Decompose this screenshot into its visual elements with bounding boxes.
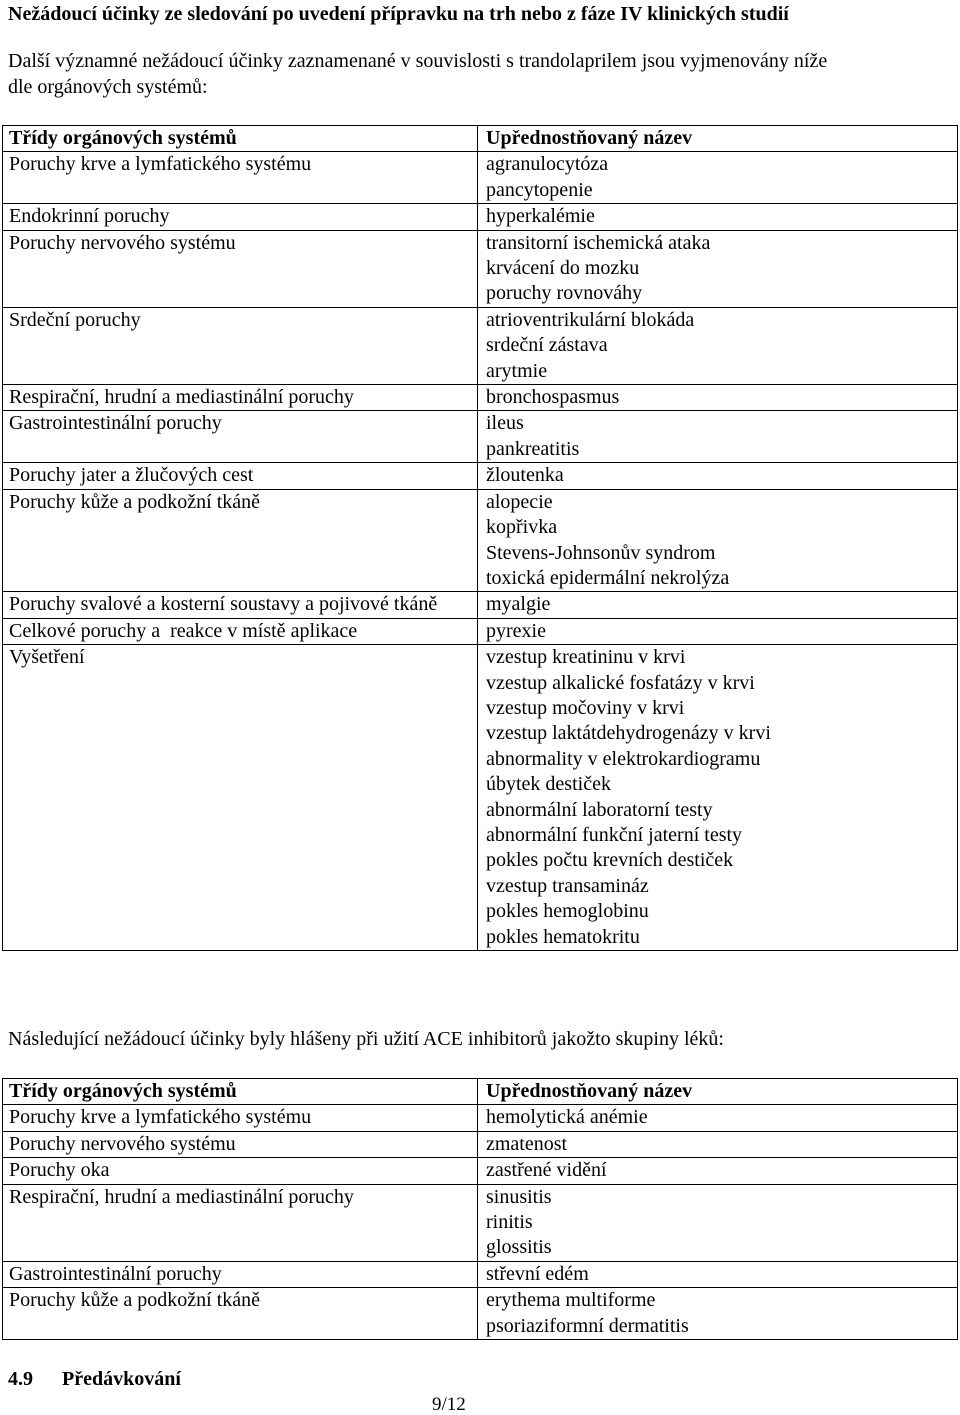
preferred-term: poruchy rovnováhy bbox=[486, 282, 643, 305]
organ-class-label: Srdeční poruchy bbox=[9, 308, 141, 331]
column-header-organ-class: Třídy orgánových systémů bbox=[3, 1079, 478, 1105]
intro-line: dle orgánových systémů: bbox=[8, 75, 208, 98]
organ-class-cell bbox=[3, 1131, 478, 1157]
organ-class-label: Poruchy kůže a podkožní tkáně bbox=[9, 490, 261, 513]
organ-class-cell bbox=[3, 463, 478, 489]
preferred-terms-cell bbox=[478, 152, 958, 204]
preferred-term: střevní edém bbox=[486, 1262, 589, 1285]
organ-class-label: Celkové poruchy a reakce v místě aplikace bbox=[9, 619, 358, 642]
organ-class-cell bbox=[3, 1184, 478, 1261]
table-row bbox=[3, 1184, 958, 1261]
preferred-terms-cell bbox=[478, 1184, 958, 1261]
preferred-terms-cell bbox=[478, 1131, 958, 1157]
page-number: 9/12 bbox=[432, 1394, 466, 1415]
organ-class-label: Poruchy krve a lymfatického systému bbox=[9, 1106, 312, 1129]
preferred-terms-cell bbox=[478, 463, 958, 489]
organ-class-cell bbox=[3, 230, 478, 307]
organ-class-cell bbox=[3, 489, 478, 592]
preferred-term: zmatenost bbox=[486, 1132, 568, 1155]
preferred-terms-cell bbox=[478, 489, 958, 592]
preferred-term: pokles počtu krevních destiček bbox=[486, 849, 734, 872]
next-section-heading bbox=[8, 1367, 181, 1393]
section-title: Předávkování bbox=[62, 1368, 181, 1390]
preferred-term: Stevens-Johnsonův syndrom bbox=[486, 541, 716, 564]
preferred-terms-cell bbox=[478, 204, 958, 230]
preferred-terms-cell bbox=[478, 592, 958, 618]
column-header-preferred-term: Upřednostňovaný název bbox=[478, 126, 958, 152]
preferred-term: myalgie bbox=[486, 593, 551, 616]
organ-class-cell bbox=[3, 618, 478, 644]
preferred-terms-cell bbox=[478, 618, 958, 644]
preferred-term: pancytopenie bbox=[486, 178, 593, 201]
preferred-term: vzestup alkalické fosfatázy v krvi bbox=[486, 671, 755, 694]
table-row bbox=[3, 411, 958, 463]
table-row bbox=[3, 1131, 958, 1157]
preferred-terms-cell bbox=[478, 1158, 958, 1184]
preferred-term: arytmie bbox=[486, 359, 548, 382]
organ-class-cell bbox=[3, 592, 478, 618]
preferred-term: alopecie bbox=[486, 490, 553, 513]
preferred-term: sinusitis bbox=[486, 1185, 552, 1208]
preferred-term: agranulocytóza bbox=[486, 153, 609, 176]
organ-class-cell bbox=[3, 645, 478, 951]
table-header-row bbox=[3, 1079, 958, 1105]
organ-class-cell bbox=[3, 385, 478, 411]
organ-class-label: Poruchy jater a žlučových cest bbox=[9, 464, 254, 487]
preferred-term: pankreatitis bbox=[486, 437, 580, 460]
table-row bbox=[3, 592, 958, 618]
preferred-term: pyrexie bbox=[486, 619, 546, 642]
table-row bbox=[3, 152, 958, 204]
preferred-term: úbytek destiček bbox=[486, 773, 611, 796]
ace-inhibitor-class-effects-table bbox=[2, 1078, 958, 1340]
table-row bbox=[3, 489, 958, 592]
table-row bbox=[3, 1158, 958, 1184]
organ-class-label: Poruchy svalové a kosterní soustavy a pojivové tkáně bbox=[9, 593, 438, 616]
preferred-terms-cell bbox=[478, 411, 958, 463]
preferred-term: žloutenka bbox=[486, 464, 564, 487]
section-heading: Nežádoucí účinky ze sledování po uvedení přípravku na trh nebo z fáze IV klinických studií bbox=[8, 3, 789, 25]
organ-class-label: Endokrinní poruchy bbox=[9, 205, 170, 228]
preferred-terms-cell bbox=[478, 307, 958, 384]
preferred-term: abnormální funkční jaterní testy bbox=[486, 823, 743, 846]
preferred-term: kopřivka bbox=[486, 516, 558, 539]
intro-line: Další významné nežádoucí účinky zaznamenané v souvislosti s trandolaprilem jsou vyjmenovány níže bbox=[8, 50, 828, 72]
preferred-term: vzestup transamináz bbox=[486, 874, 649, 897]
preferred-term: psoriaziformní dermatitis bbox=[486, 1314, 689, 1337]
preferred-terms-cell bbox=[478, 385, 958, 411]
organ-class-cell bbox=[3, 1105, 478, 1131]
organ-class-label: Gastrointestinální poruchy bbox=[9, 412, 222, 435]
intro-paragraph bbox=[8, 49, 827, 100]
table-row bbox=[3, 307, 958, 384]
table-row bbox=[3, 1288, 958, 1340]
preferred-term: vzestup kreatininu v krvi bbox=[486, 646, 686, 669]
preferred-term: vzestup laktátdehydrogenázy v krvi bbox=[486, 722, 771, 745]
table-row bbox=[3, 645, 958, 951]
organ-class-label: Poruchy oka bbox=[9, 1159, 110, 1182]
preferred-term: vzestup močoviny v krvi bbox=[486, 696, 685, 719]
table-row bbox=[3, 204, 958, 230]
preferred-terms-cell bbox=[478, 1288, 958, 1340]
preferred-terms-cell bbox=[478, 645, 958, 951]
table-row bbox=[3, 618, 958, 644]
organ-class-cell bbox=[3, 1288, 478, 1340]
table-row bbox=[3, 1105, 958, 1131]
preferred-term: srdeční zástava bbox=[486, 334, 608, 357]
preferred-term: abnormální laboratorní testy bbox=[486, 798, 713, 821]
preferred-term: hyperkalémie bbox=[486, 205, 595, 228]
organ-class-label: Vyšetření bbox=[9, 646, 85, 669]
column-header-organ-class: Třídy orgánových systémů bbox=[3, 126, 478, 152]
organ-class-cell bbox=[3, 204, 478, 230]
organ-class-label: Respirační, hrudní a mediastinální poruchy bbox=[9, 1185, 354, 1208]
preferred-terms-cell bbox=[478, 1105, 958, 1131]
preferred-term: pokles hemoglobinu bbox=[486, 900, 649, 923]
organ-class-cell bbox=[3, 307, 478, 384]
organ-class-label: Poruchy krve a lymfatického systému bbox=[9, 153, 312, 176]
organ-class-label: Poruchy kůže a podkožní tkáně bbox=[9, 1289, 261, 1312]
preferred-term: ileus bbox=[486, 412, 524, 435]
organ-class-label: Poruchy nervového systému bbox=[9, 231, 236, 254]
table-row bbox=[3, 1261, 958, 1287]
preferred-term: erythema multiforme bbox=[486, 1289, 656, 1312]
postmarketing-adverse-effects-table bbox=[2, 125, 958, 951]
preferred-terms-cell bbox=[478, 230, 958, 307]
column-header-preferred-term: Upřednostňovaný název bbox=[478, 1079, 958, 1105]
table-header-row bbox=[3, 126, 958, 152]
table-row bbox=[3, 463, 958, 489]
preferred-term: transitorní ischemická ataka bbox=[486, 231, 711, 254]
organ-class-cell bbox=[3, 1158, 478, 1184]
preferred-term: pokles hematokritu bbox=[486, 925, 640, 948]
organ-class-label: Poruchy nervového systému bbox=[9, 1132, 236, 1155]
preferred-term: rinitis bbox=[486, 1211, 533, 1234]
organ-class-cell bbox=[3, 1261, 478, 1287]
organ-class-label: Respirační, hrudní a mediastinální poruchy bbox=[9, 386, 354, 409]
preferred-terms-cell bbox=[478, 1261, 958, 1287]
preferred-term: glossitis bbox=[486, 1236, 552, 1259]
preferred-term: toxická epidermální nekrolýza bbox=[486, 566, 730, 589]
class-effects-intro: Následující nežádoucí účinky byly hlášeny při užití ACE inhibitorů jakožto skupiny léků: bbox=[8, 1028, 724, 1050]
table-row bbox=[3, 385, 958, 411]
preferred-term: bronchospasmus bbox=[486, 386, 620, 409]
preferred-term: zastřené vidění bbox=[486, 1159, 607, 1182]
table-row bbox=[3, 230, 958, 307]
preferred-term: hemolytická anémie bbox=[486, 1106, 648, 1129]
preferred-term: krvácení do mozku bbox=[486, 257, 640, 280]
organ-class-label: Gastrointestinální poruchy bbox=[9, 1262, 222, 1285]
organ-class-cell bbox=[3, 152, 478, 204]
section-number: 4.9 bbox=[8, 1368, 33, 1390]
preferred-term: abnormality v elektrokardiogramu bbox=[486, 747, 761, 770]
preferred-term: atrioventrikulární blokáda bbox=[486, 308, 695, 331]
organ-class-cell bbox=[3, 411, 478, 463]
